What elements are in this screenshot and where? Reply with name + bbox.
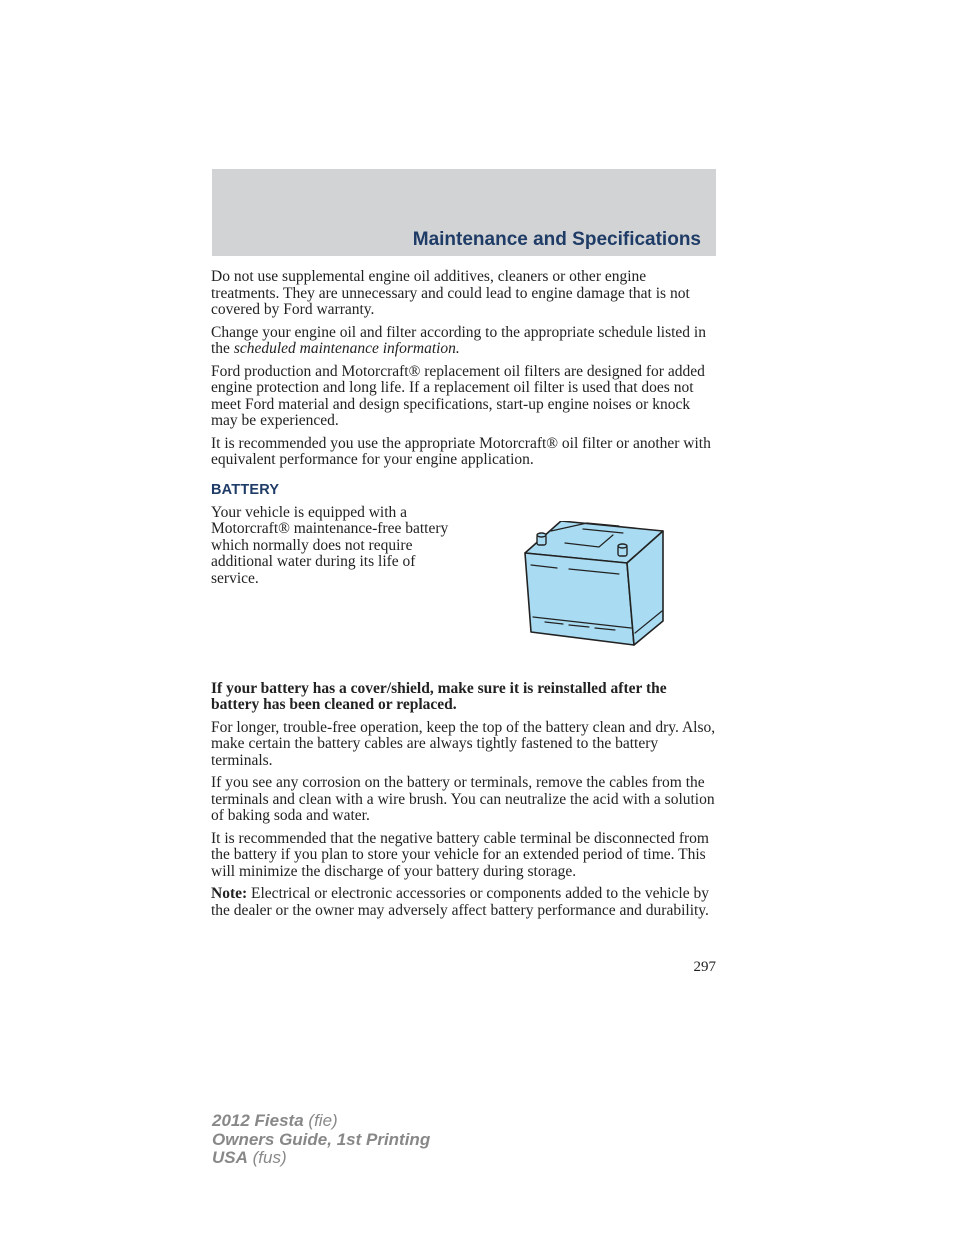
footer-region-code: (fus): [252, 1148, 287, 1167]
note-text: Electrical or electronic accessories or components added to the vehicle by the dealer or the owner may adversely affect battery performance and durability.: [211, 885, 709, 919]
footer-printing: Owners Guide, 1st Printing: [212, 1129, 431, 1149]
footer-region: USA: [212, 1148, 248, 1167]
main-content: [211, 269, 717, 925]
paragraph-oil-change-schedule: [211, 325, 717, 358]
footer-line-region: [212, 1149, 430, 1168]
paragraph-oil-change-text: Change your engine oil and filter according to the appropriate schedule listed in the: [211, 323, 706, 357]
footer-model: 2012 Fiesta: [212, 1111, 304, 1130]
page-number: 297: [693, 959, 716, 975]
footer-model-code: (fie): [308, 1111, 338, 1130]
paragraph-battery-care: For longer, trouble-free operation, keep the top of the battery clean and dry. Also, make certain the battery cables are always tightly fastened to the battery terminals.: [211, 718, 716, 769]
note-label: Note:: [211, 885, 248, 902]
battery-front-face: [525, 553, 634, 645]
footer-imprint: [212, 1112, 430, 1168]
header-band: [212, 169, 716, 256]
battery-note: [211, 886, 717, 919]
battery-warning: If your battery has a cover/shield, make sure it is reinstalled after the battery has been cleaned or replaced.: [211, 679, 667, 713]
battery-intro-paragraph: Your vehicle is equipped with a Motorcraft® maintenance-free battery which normally does not require additional water during its life of service.: [211, 503, 449, 587]
battery-heading: BATTERY: [211, 481, 280, 498]
paragraph-oil-filters: Ford production and Motorcraft® replacement oil filters are designed for added engine protection and long life. If a replacement oil filter is used that does not meet Ford material and design specifications, start-up engine noises or knock may be experienced.: [211, 362, 705, 429]
paragraph-recommended-filter: It is recommended you use the appropriate Motorcraft® oil filter or another with equivalent performance for your engine application.: [211, 434, 711, 468]
paragraph-battery-storage: It is recommended that the negative battery cable terminal be disconnected from the battery if you plan to store your vehicle for an extended period of time. This will minimize the discharge of your battery during storage.: [211, 829, 709, 880]
paragraph-battery-corrosion: If you see any corrosion on the battery or terminals, remove the cables from the terminals and clean with a wire brush. You can neutralize the acid with a solution of baking soda and water.: [211, 774, 715, 824]
footer-line-model: [212, 1112, 430, 1131]
page-section-title: Maintenance and Specifications: [412, 229, 701, 250]
battery-icon: [523, 521, 669, 651]
paragraph-oil-additives: Do not use supplemental engine oil additives, cleaners or other engine treatments. They are unnecessary and could lead to engine damage that is not covered by Ford warranty.: [211, 268, 690, 318]
battery-intro-row: [211, 505, 717, 681]
scheduled-maintenance-reference: scheduled maintenance information.: [233, 340, 460, 357]
